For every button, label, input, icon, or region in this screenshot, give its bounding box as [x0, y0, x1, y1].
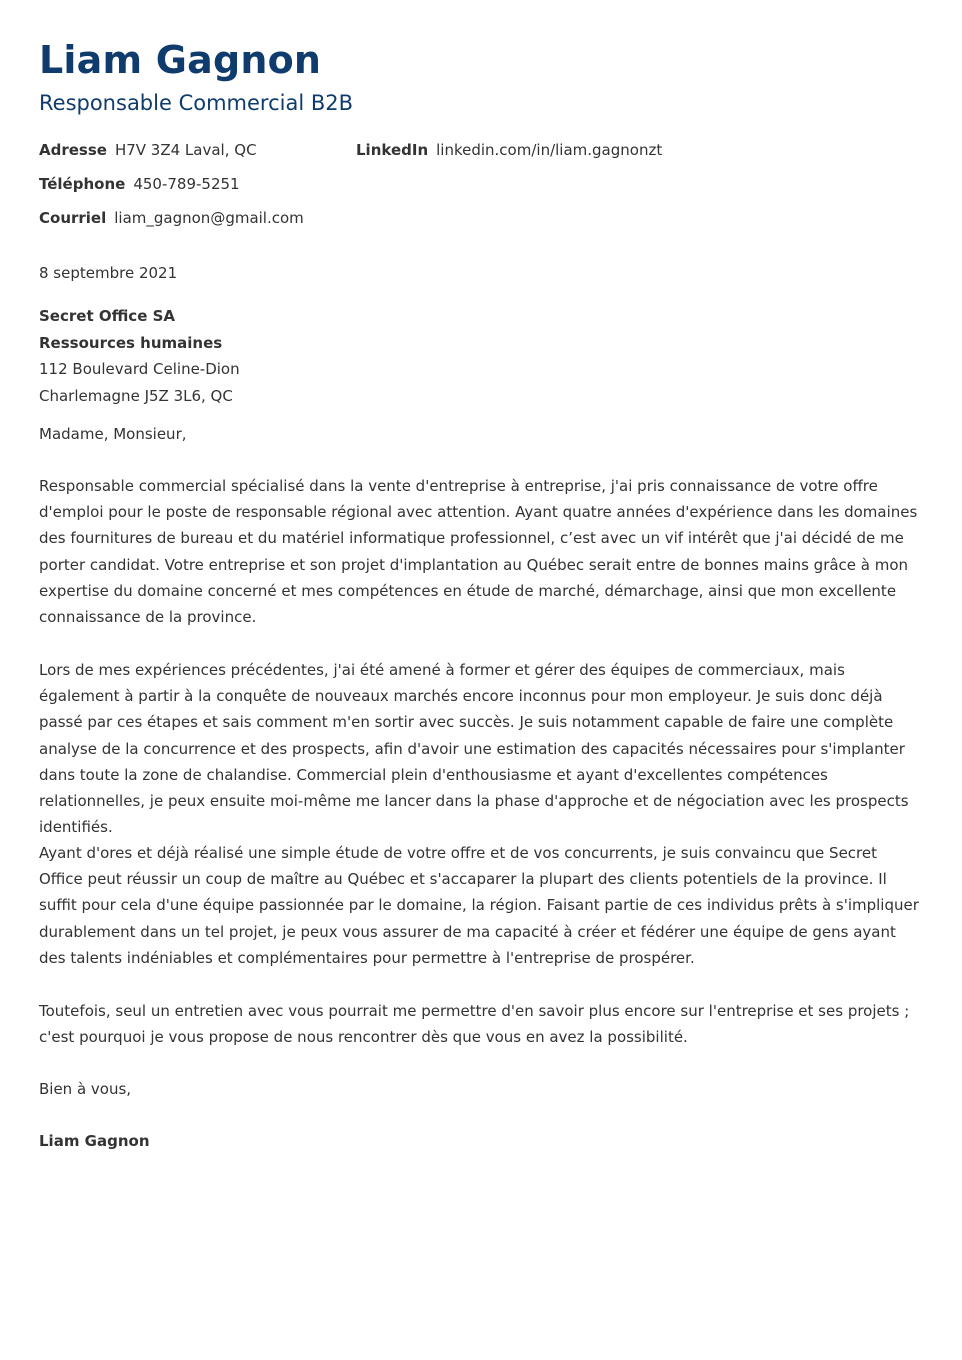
applicant-job-title: Responsable Commercial B2B	[39, 91, 354, 115]
paragraph-3: Ayant d'ores et déjà réalisé une simple étude de votre offre et de vos concurrents, je suis convaincu que Secret Office peut réussir un coup de maître au Québec et s'accaparer la plupart des clients potentiels de la province. Il suffit pour cela d'une équipe passionnée par le domaine, la région. Faisant partie de ces individus prêts à s'impliquer durablement dans un tel projet, je peux vous assurer de ma capacité à créer et fédérer une équipe de gens ayant des talents indéniables et complémentaires pour permettre à l'entreprise de prospérer.	[39, 844, 919, 967]
paragraph-4: Toutefois, seul un entretien avec vous pourrait me permettre d'en savoir plus encore sur l'entreprise et ses projets ; c'est pourquoi je vous propose de nous rencontrer dès que vous en avez la possibilité.	[39, 1002, 910, 1047]
phone-value[interactable]: 450-789-5251	[133, 175, 240, 193]
signature: Liam Gagnon	[39, 1132, 150, 1150]
email-label: Courriel	[39, 209, 107, 227]
paragraph-2: Lors de mes expériences précédentes, j'ai été amené à former et gérer des équipes de commerciaux, mais également à partir à la conquête de nouveaux marchés encore inconnus pour mon employeur. Je suis donc déjà passé par ces étapes et sais comment m'en sortir avec succès. Je suis notamment capable de faire une complète analyse de la concurrence et des prospects, afin d'avoir une estimation des capacités nécessaires pour s'implanter dans toute la zone de chalandise. Commercial plein d'enthousiasme et ayant d'excellentes compétences relationnelles, je peux ensuite moi-même me lancer dans la phase d'approche et de négociation avec les prospects identifiés.	[39, 661, 909, 837]
recipient-street: 112 Boulevard Celine-Dion	[39, 360, 240, 378]
phone-label: Téléphone	[39, 175, 126, 193]
address-value: H7V 3Z4 Laval, QC	[114, 141, 257, 159]
contact-email	[39, 208, 304, 228]
applicant-name: Liam Gagnon	[39, 38, 322, 82]
contact-phone	[39, 174, 240, 194]
linkedin-value[interactable]: linkedin.com/in/liam.gagnonzt	[436, 141, 663, 159]
email-value[interactable]: liam_gagnon@gmail.com	[114, 209, 304, 227]
linkedin-label: LinkedIn	[356, 141, 429, 159]
letter-date: 8 septembre 2021	[39, 264, 178, 282]
recipient-company: Secret Office SA	[39, 307, 176, 325]
recipient-department: Ressources humaines	[39, 333, 223, 352]
recipient-block	[39, 303, 240, 409]
contact-linkedin	[356, 140, 662, 160]
salutation: Madame, Monsieur,	[39, 425, 187, 443]
recipient-city: Charlemagne J5Z 3L6, QC	[39, 386, 233, 405]
closing: Bien à vous,	[39, 1080, 132, 1098]
paragraph-1: Responsable commercial spécialisé dans la vente d'entreprise à entreprise, j'ai pris connaissance de votre offre d'emploi pour le poste de responsable régional avec attention. Ayant quatre années d'expérience dans les domaines des fournitures de bureau et du matériel informatique professionnel, c’est avec un vif intérêt que j'ai décidé de me porter candidat. Votre entreprise et son projet d'implantation au Québec serait entre de bonnes mains grâce à mon expertise du domaine concerné et mes compétences en étude de marché, démarchage, ainsi que mon excellente connaissance de la province.	[39, 477, 918, 627]
address-label: Adresse	[39, 141, 107, 159]
contact-address	[39, 140, 257, 160]
